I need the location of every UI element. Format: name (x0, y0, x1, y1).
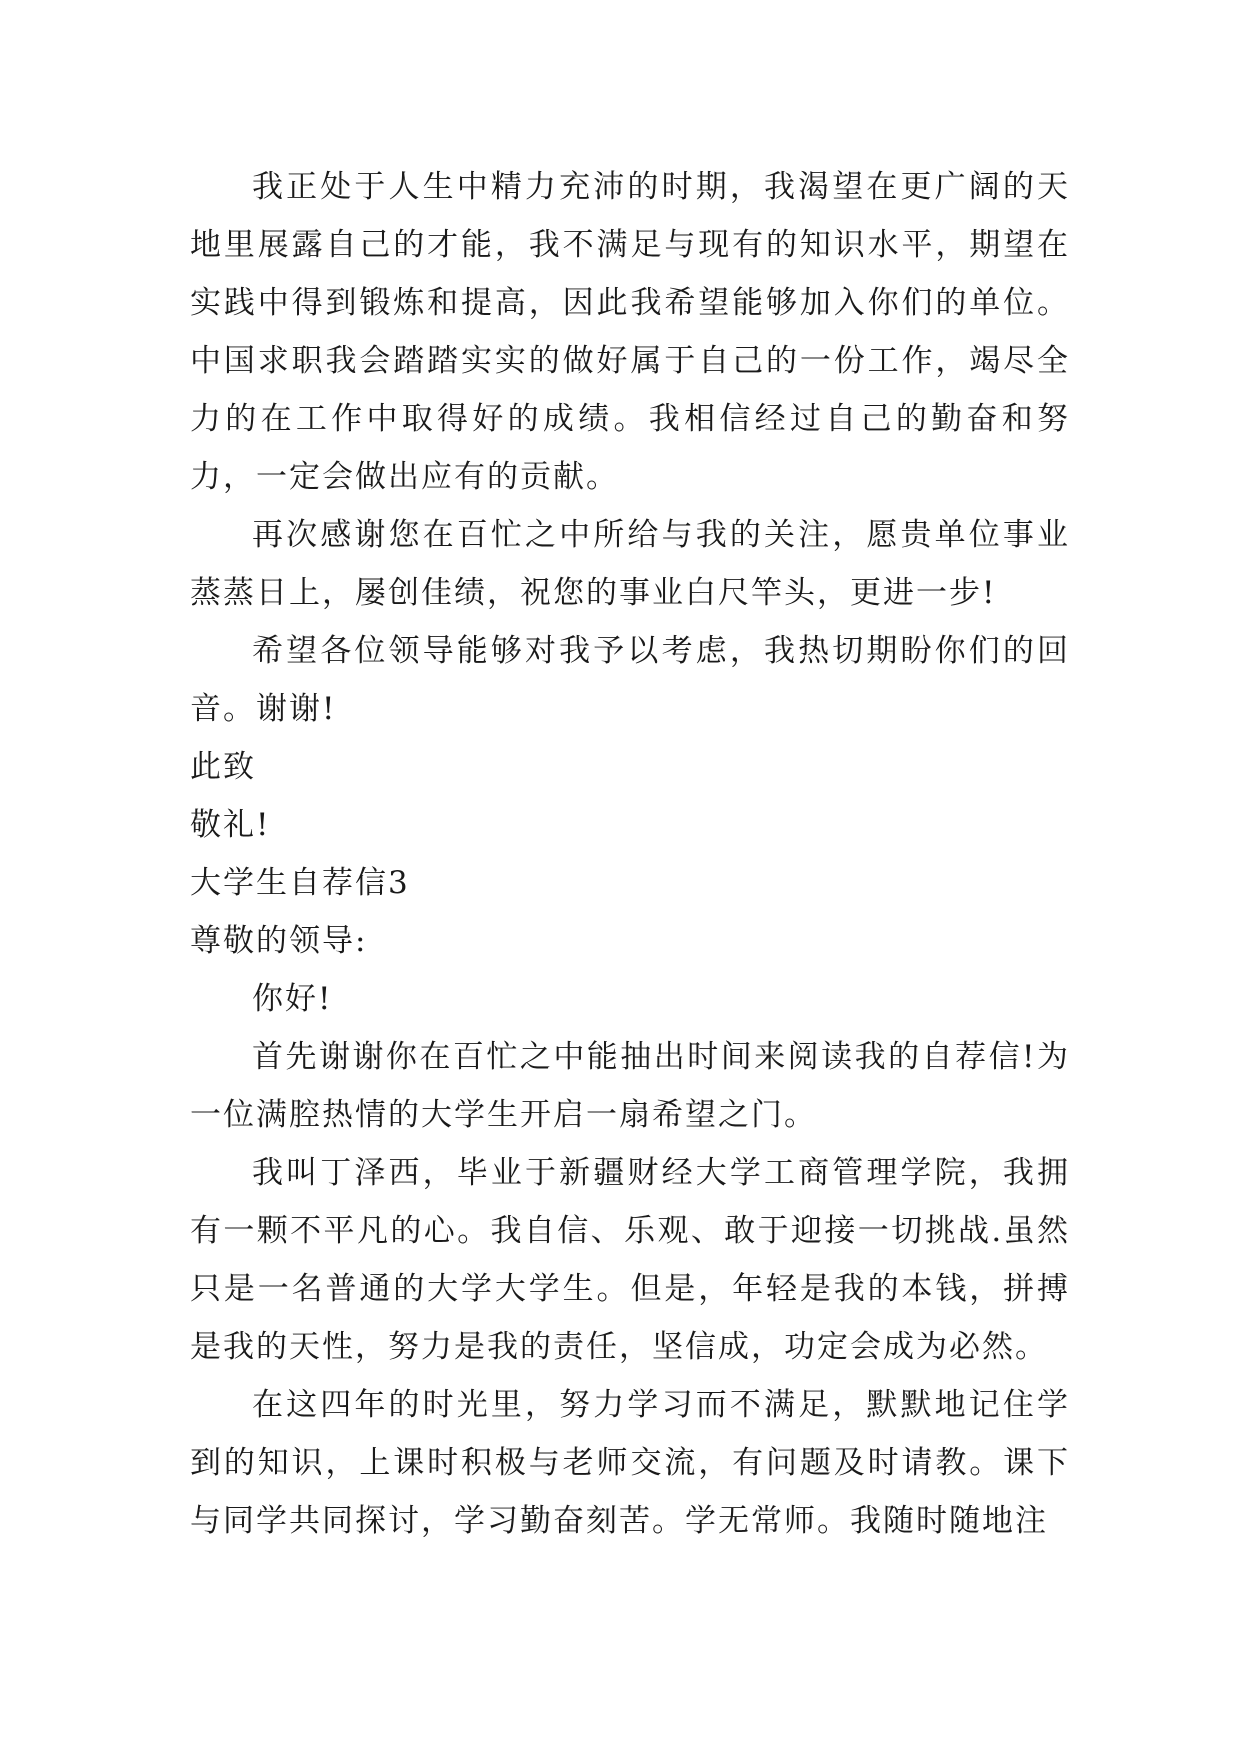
closing-line-1: 此致 (190, 749, 256, 785)
letter-body (190, 158, 1070, 1550)
salutation: 尊敬的领导: (190, 923, 368, 959)
paragraph-self-description: 我叫丁泽西，毕业于新疆财经大学工商管理学院，我拥有一颗不平凡的心。我自信、乐观、敢于迎接一切挑战.虽然只是一名普通的大学大学生。但是，年轻是我的本钱，拼搏是我的天性，努力是我的责任，坚信成，功定会成为必然。 (190, 1155, 1070, 1365)
paragraph-consideration: 希望各位领导能够对我予以考虑，我热切期盼你们的回音。谢谢! (190, 633, 1070, 727)
greeting: 你好! (252, 981, 333, 1017)
closing-line-2: 敬礼! (190, 807, 271, 843)
section-title: 大学生自荐信3 (190, 865, 410, 901)
paragraph-aspiration: 我正处于人生中精力充沛的时期，我渴望在更广阔的天地里展露自己的才能，我不满足与现有的知识水平，期望在实践中得到锻炼和提高，因此我希望能够加入你们的单位。中国求职我会踏踏实实的做好属于自己的一份工作，竭尽全力的在工作中取得好的成绩。我相信经过自己的勤奋和努力，一定会做出应有的贡献。 (190, 169, 1070, 495)
paragraph-intro: 首先谢谢你在百忙之中能抽出时间来阅读我的自荐信!为一位满腔热情的大学生开启一扇希望之门。 (190, 1039, 1070, 1133)
paragraph-thanks: 再次感谢您在百忙之中所给与我的关注，愿贵单位事业蒸蒸日上，屡创佳绩，祝您的事业白尺竿头，更进一步! (190, 517, 1070, 611)
paragraph-study: 在这四年的时光里，努力学习而不满足，默默地记住学到的知识，上课时积极与老师交流，有问题及时请教。课下与同学共同探讨，学习勤奋刻苦。学无常师。我随时随地注 (190, 1387, 1070, 1539)
